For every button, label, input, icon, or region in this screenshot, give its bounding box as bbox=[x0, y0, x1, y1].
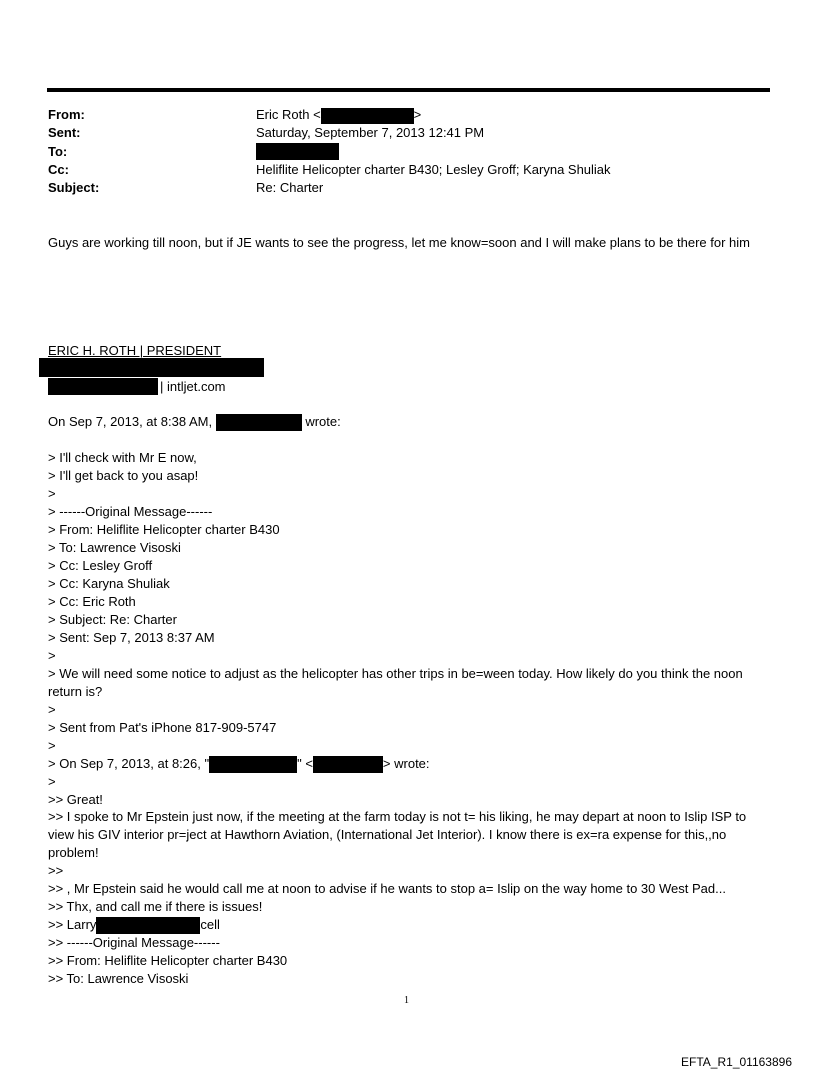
quoted-line: > I'll check with Mr E now, bbox=[48, 450, 197, 465]
quoted-intro bbox=[48, 413, 341, 431]
from-bracket: > bbox=[413, 107, 422, 122]
subject-value: Re: Charter bbox=[256, 180, 324, 195]
quoted-line: > bbox=[48, 738, 56, 753]
nested-intro-mid: " < bbox=[297, 756, 313, 771]
sent-value: Saturday, September 7, 2013 12:41 PM bbox=[256, 125, 485, 140]
page-number: 1 bbox=[404, 995, 409, 1006]
redaction-box bbox=[96, 917, 200, 934]
quoted-line: >> ------Original Message------ bbox=[48, 935, 220, 950]
to-redaction-box bbox=[256, 143, 339, 160]
quoted-line: > bbox=[48, 702, 56, 717]
quoted-line: > To: Lawrence Visoski bbox=[48, 540, 181, 555]
quoted-line: >> bbox=[48, 863, 64, 878]
to-label: To: bbox=[48, 144, 68, 159]
redaction-box bbox=[313, 756, 383, 773]
signature-name-title: ERIC H. ROTH | PRESIDENT bbox=[48, 343, 222, 358]
sent-label: Sent: bbox=[48, 125, 81, 140]
redaction-box bbox=[209, 756, 297, 773]
quoted-line: > Cc: Karyna Shuliak bbox=[48, 576, 170, 591]
nested-quoted-intro bbox=[48, 755, 430, 773]
larry-prefix: >> Larry bbox=[48, 917, 97, 932]
document-id: EFTA_R1_01163896 bbox=[681, 1055, 792, 1069]
from-value bbox=[256, 106, 421, 124]
quoted-line: >> , Mr Epstein said he would call me at noon to advise if he wants to stop a= Islip on the way home to 30 West Pad... bbox=[48, 881, 726, 896]
signature-redaction-box bbox=[48, 378, 158, 395]
quoted-line: >> To: Lawrence Visoski bbox=[48, 971, 189, 986]
larry-suffix: cell bbox=[200, 917, 220, 932]
quoted-line: >> From: Heliflite Helicopter charter B430 bbox=[48, 953, 288, 968]
message-body: Guys are working till noon, but if JE wants to see the progress, let me know=soon and I will make plans to be there for him bbox=[48, 235, 750, 250]
quoted-intro-suffix: wrote: bbox=[305, 414, 341, 429]
quoted-line: > ------Original Message------ bbox=[48, 504, 213, 519]
quoted-line: > bbox=[48, 486, 56, 501]
quoted-epstein-paragraph: >> I spoke to Mr Epstein just now, if the meeting at the farm today is not t= his liking, he may depart at noon to Islip ISP to view his GIV interior pr=ject at Hawthorn Aviation, (International Jet Interior). I know there is ex=ra expense for this,,no problem! bbox=[48, 809, 747, 860]
nested-intro-suffix: > wrote: bbox=[382, 756, 430, 771]
redaction-box bbox=[321, 108, 414, 124]
nested-intro-prefix: > On Sep 7, 2013, at 8:26, " bbox=[48, 756, 210, 771]
quoted-line: > I'll get back to you asap! bbox=[48, 468, 199, 483]
quoted-line: > Sent: Sep 7, 2013 8:37 AM bbox=[48, 630, 215, 645]
quoted-intro-prefix: On Sep 7, 2013, at 8:38 AM, bbox=[48, 414, 213, 429]
quoted-line: > bbox=[48, 648, 56, 663]
quoted-line: > Cc: Eric Roth bbox=[48, 594, 136, 609]
quoted-line: >> Great! bbox=[48, 792, 103, 807]
quoted-line: > Cc: Lesley Groff bbox=[48, 558, 153, 573]
from-name: Eric Roth < bbox=[256, 107, 321, 122]
redaction-box bbox=[216, 414, 302, 431]
quoted-larry-line bbox=[48, 916, 220, 934]
cc-label: Cc: bbox=[48, 162, 69, 177]
quoted-line: > bbox=[48, 774, 56, 789]
from-label: From: bbox=[48, 107, 85, 122]
quoted-notice-paragraph: > We will need some notice to adjust as the helicopter has other trips in be=ween today. How likely do you think the noon return is? bbox=[48, 666, 743, 699]
quoted-line: >> Thx, and call me if there is issues! bbox=[48, 899, 263, 914]
subject-label: Subject: bbox=[48, 180, 100, 195]
signature-website: | intljet.com bbox=[160, 379, 226, 394]
signature-redaction-box bbox=[39, 358, 264, 377]
cc-value: Heliflite Helicopter charter B430; Lesley Groff; Karyna Shuliak bbox=[256, 162, 611, 177]
header-rule bbox=[47, 88, 770, 92]
quoted-line: > Sent from Pat's iPhone 817-909-5747 bbox=[48, 720, 277, 735]
quoted-line: > From: Heliflite Helicopter charter B430 bbox=[48, 522, 280, 537]
quoted-line: > Subject: Re: Charter bbox=[48, 612, 177, 627]
